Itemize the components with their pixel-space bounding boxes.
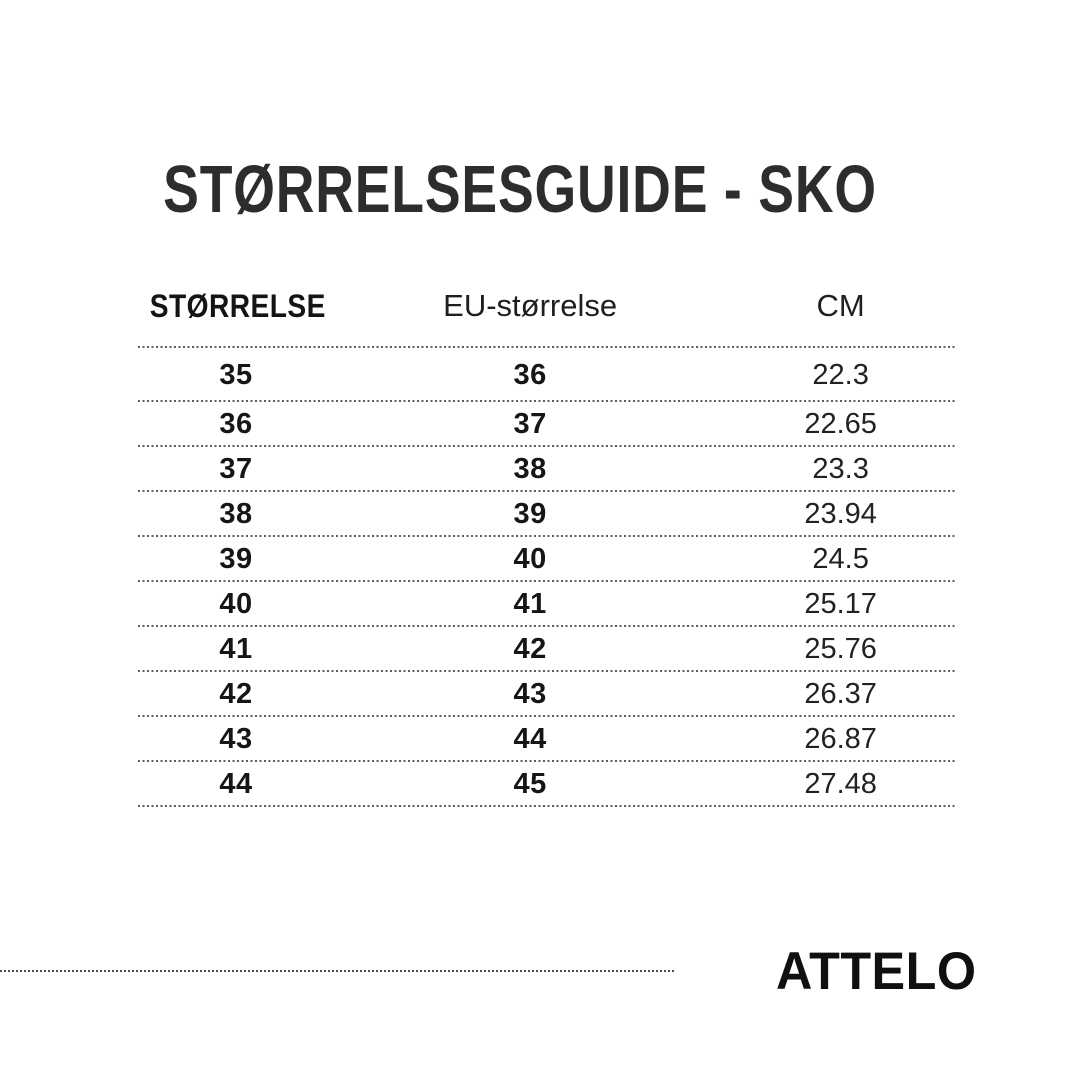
cm-cell: 26.37 (804, 678, 877, 710)
size-cell: 37 (219, 453, 253, 485)
size-cell: 36 (219, 408, 253, 440)
eu-size-cell: 42 (513, 633, 547, 665)
eu-size-cell: 43 (513, 678, 547, 710)
column-header-cm: CM (816, 288, 865, 323)
size-cell: 44 (219, 768, 253, 800)
table-row (138, 348, 955, 402)
table-row (138, 672, 955, 717)
size-table (138, 283, 955, 807)
footer-divider (0, 970, 676, 972)
eu-size-cell: 39 (513, 498, 547, 530)
table-row (138, 492, 955, 537)
size-cell: 38 (219, 498, 253, 530)
eu-size-cell: 37 (513, 408, 547, 440)
cm-cell: 22.3 (812, 358, 869, 391)
table-header-row (138, 283, 955, 329)
page-title: STØRRELSESGUIDE - SKO (163, 152, 877, 227)
size-cell: 42 (219, 678, 253, 710)
eu-size-cell: 44 (513, 723, 547, 755)
brand-logo: ATTELO (776, 942, 977, 1001)
size-cell: 41 (219, 633, 253, 665)
table-body (138, 348, 955, 807)
table-row (138, 537, 955, 582)
table-row (138, 627, 955, 672)
eu-size-cell: 36 (513, 358, 547, 391)
column-header-size: STØRRELSE (149, 287, 326, 324)
size-cell: 43 (219, 723, 253, 755)
eu-size-cell: 45 (513, 768, 547, 800)
table-row (138, 582, 955, 627)
table-row (138, 402, 955, 447)
column-header-eu-size: EU-størrelse (443, 288, 618, 323)
eu-size-cell: 40 (513, 543, 547, 575)
cm-cell: 24.5 (812, 543, 869, 575)
size-cell: 39 (219, 543, 253, 575)
cm-cell: 25.76 (804, 633, 877, 665)
size-cell: 40 (219, 588, 253, 620)
cm-cell: 23.3 (812, 453, 869, 485)
eu-size-cell: 38 (513, 453, 547, 485)
cm-cell: 27.48 (804, 768, 877, 800)
cm-cell: 22.65 (804, 408, 877, 440)
cm-cell: 23.94 (804, 498, 877, 530)
table-row (138, 447, 955, 492)
size-cell: 35 (219, 358, 253, 391)
cm-cell: 26.87 (804, 723, 877, 755)
eu-size-cell: 41 (513, 588, 547, 620)
cm-cell: 25.17 (804, 588, 877, 620)
table-row (138, 762, 955, 807)
table-row (138, 717, 955, 762)
